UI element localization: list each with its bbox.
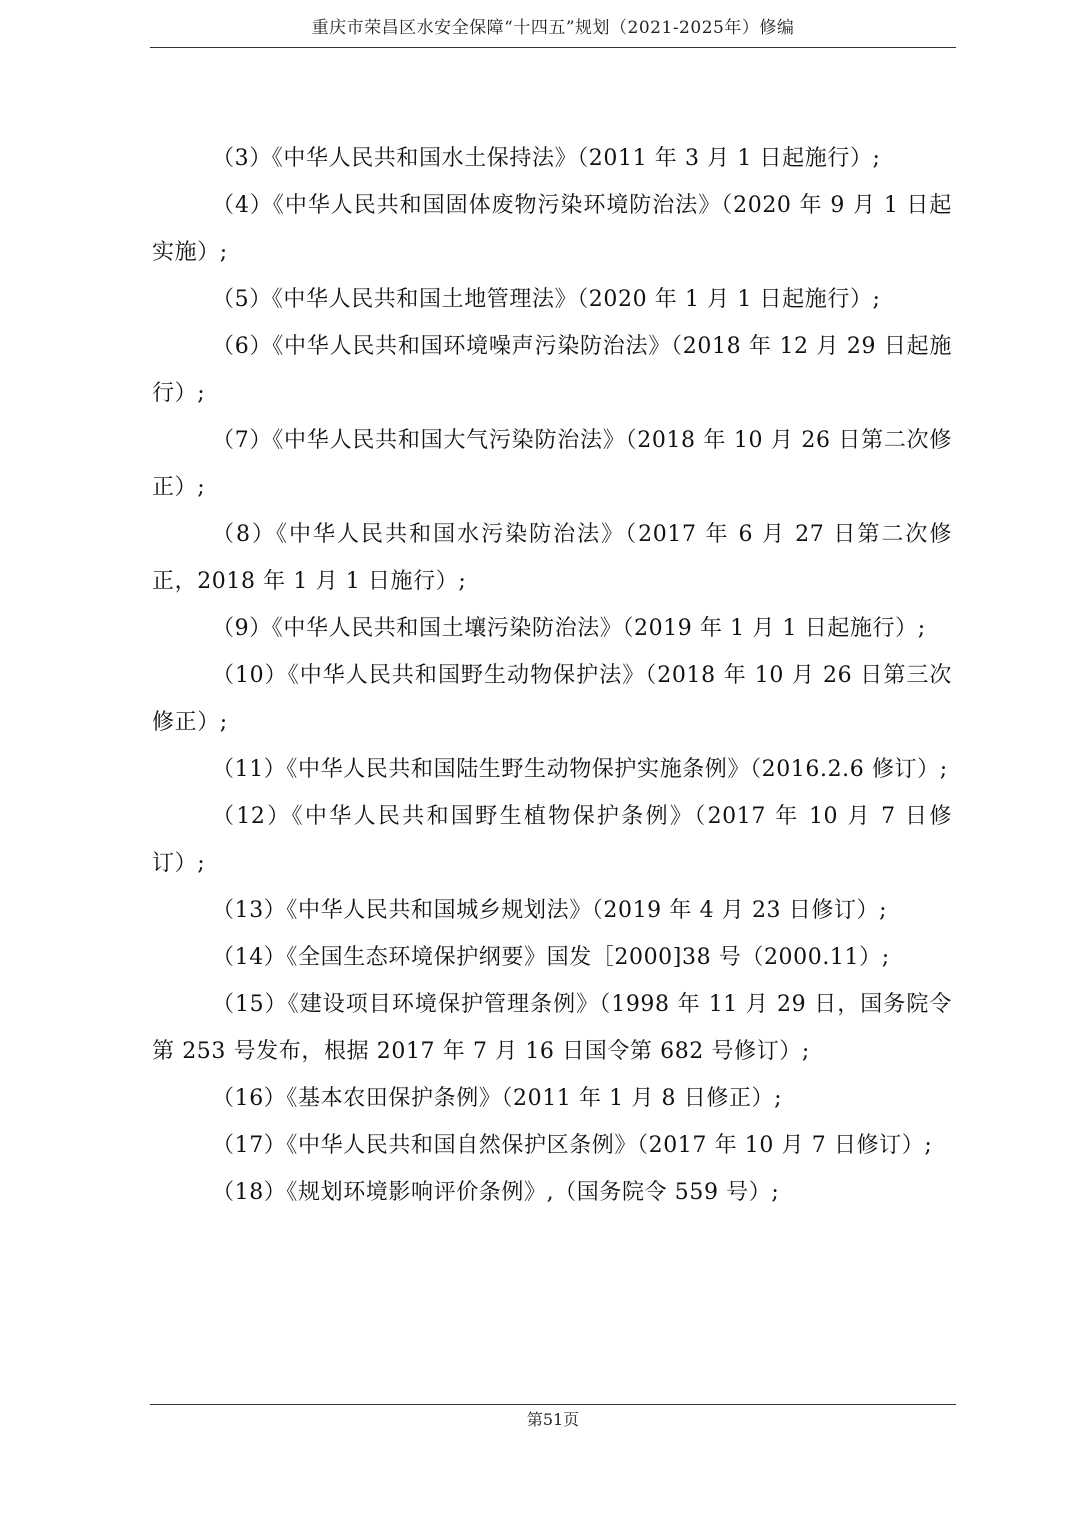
header-title: 重庆市荣昌区水安全保障“十四五”规划（2021-2025年）修编 xyxy=(311,18,795,38)
paragraph: （13）《中华人民共和国城乡规划法》（2019 年 4 月 23 日修订）; xyxy=(212,898,888,923)
paragraph: （3）《中华人民共和国水土保持法》（2011 年 3 月 1 日起施行）; xyxy=(212,146,881,171)
paragraph: （11）《中华人民共和国陆生野生动物保护实施条例》（2016.2.6 修订）; xyxy=(212,757,948,782)
paragraph: （8）《中华人民共和国水污染防治法》（2017 年 6 月 27 日第二次修正，2018 年 1 月 1 日施行）; xyxy=(152,522,952,594)
paragraph: （9）《中华人民共和国土壤污染防治法》（2019 年 1 月 1 日起施行）; xyxy=(212,616,926,641)
page-header xyxy=(150,14,956,48)
paragraph: （18）《规划环境影响评价条例》,（国务院令 559 号）; xyxy=(212,1180,780,1205)
document-body xyxy=(152,135,952,1216)
paragraph: （6）《中华人民共和国环境噪声污染防治法》（2018 年 12 月 29 日起施行）; xyxy=(152,334,952,406)
paragraph: （7）《中华人民共和国大气污染防治法》（2018 年 10 月 26 日第二次修正）; xyxy=(152,428,952,500)
page-number: 第51页 xyxy=(526,1410,580,1429)
paragraph: （12）《中华人民共和国野生植物保护条例》（2017 年 10 月 7 日修订）; xyxy=(152,804,952,876)
paragraph: （17）《中华人民共和国自然保护区条例》（2017 年 10 月 7 日修订）; xyxy=(212,1133,933,1158)
header-divider xyxy=(150,47,956,48)
paragraph: （16）《基本农田保护条例》（2011 年 1 月 8 日修正）; xyxy=(212,1086,783,1111)
paragraph: （10）《中华人民共和国野生动物保护法》（2018 年 10 月 26 日第三次修正）; xyxy=(152,663,952,735)
paragraph: （5）《中华人民共和国土地管理法》（2020 年 1 月 1 日起施行）; xyxy=(212,287,881,312)
paragraph: （4）《中华人民共和国固体废物污染环境防治法》（2020 年 9 月 1 日起实施）; xyxy=(152,193,952,265)
paragraph: （14）《全国生态环境保护纲要》国发［2000]38 号（2000.11）; xyxy=(212,945,890,970)
footer-divider xyxy=(150,1404,956,1405)
paragraph: （15）《建设项目环境保护管理条例》（1998 年 11 月 29 日，国务院令第 253 号发布，根据 2017 年 7 月 16 日国令第 682 号修订）; xyxy=(152,992,952,1064)
